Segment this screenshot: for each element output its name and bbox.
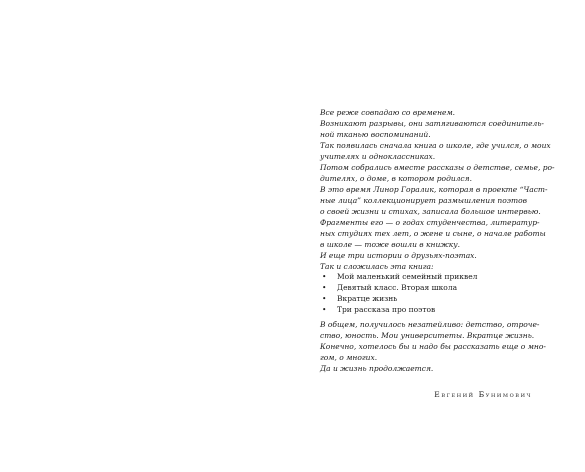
bullet-icon: • [322,294,327,303]
intro-line: Потом собрались вместе рассказы о детстве, семье, ро- [320,163,555,172]
intro-line: ных студиях тех лет, о жене и сыне, о начале работы [320,229,546,238]
list-item [320,282,532,293]
bullet-icon: • [322,305,327,314]
closing-line: ство, юность. Мои университеты. Вкратце жизнь. [320,331,535,340]
list-item [320,271,532,282]
bullet-icon: • [322,272,327,281]
intro-line: учителях и одноклассниках. [320,152,436,161]
closing-text [320,319,546,374]
intro-line: И еще три истории о друзьях-поэтах. [320,251,477,260]
intro-line: Возникают разрывы, они затягиваются соединитель- [320,119,544,128]
list-item-label: Вкратце жизнь [337,294,398,303]
intro-line: Так и сложилась эта книга: [320,262,434,271]
intro-line: дителях, о доме, в котором родился. [320,174,472,183]
intro-line: Фрагменты его — о годах студенчества, литератур- [320,218,540,227]
intro-line: ной тканью воспоминаний. [320,130,431,139]
intro-line: в школе — тоже вошли в книжку. [320,240,461,249]
closing-line: В общем, получилось незатейливо: детство, отроче- [320,320,540,329]
closing-line: гом, о многих. [320,353,378,362]
bullet-icon: • [322,283,327,292]
intro-text [320,107,555,272]
list-item-label: Девятый класс. Вторая школа [337,283,458,292]
author-signature: Евгений Бунимович [434,390,532,399]
intro-line: Так появилась сначала книга о школе, где учился, о моих [320,141,551,150]
list-item [320,304,532,315]
intro-line: ные лица” коллекционирует размышления поэтов [320,196,527,205]
list-item [320,293,532,304]
list-item-label: Мой маленький семейный приквел [337,272,478,281]
closing-line: Конечно, хотелось бы и надо бы рассказать еще о мно- [320,342,546,351]
list-item-label: Три рассказа про поэтов [337,305,436,314]
intro-line: о своей жизни и стихах, записала большое интервью. [320,207,541,216]
closing-line: Да и жизнь продолжается. [320,364,434,373]
intro-line: В это время Линор Горалик, которая в проекте “Част- [320,185,548,194]
book-contents-list [320,271,532,315]
intro-line: Все реже совпадаю со временем. [320,108,456,117]
